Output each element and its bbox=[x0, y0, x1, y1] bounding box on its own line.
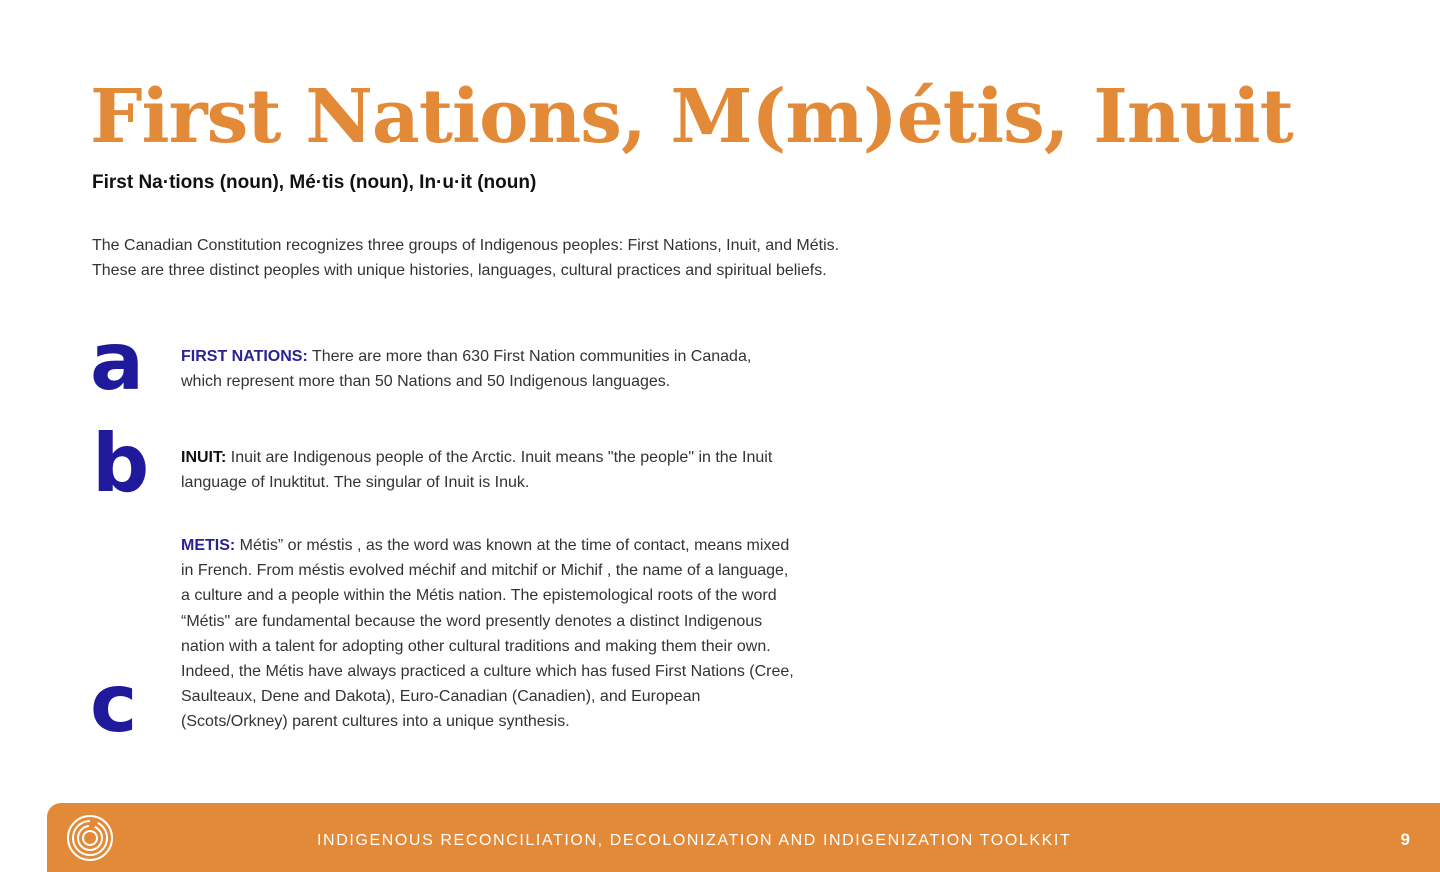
definition-line: nation with a talent for adopting other cultural traditions and making them their own. bbox=[181, 637, 771, 655]
definition-line: “Métis" are fundamental because the word presently denotes a distinct Indigenous bbox=[181, 612, 763, 630]
definition-line: (Scots/Orkney) parent cultures into a unique synthesis. bbox=[181, 713, 570, 731]
concentric-circles-icon bbox=[66, 814, 114, 862]
definition-line bbox=[181, 533, 901, 558]
inuit-definition bbox=[181, 445, 901, 495]
definition-text: There are more than 630 First Nation communities in Canada, bbox=[307, 348, 752, 365]
definition-text: Inuit are Indigenous people of the Arctic. Inuit means "the people" in the Inuit bbox=[226, 449, 773, 466]
definition-line: in French. From méstis evolved méchif and mitchif or Michif , the name of a language, bbox=[181, 562, 789, 580]
section-letter-c: c bbox=[90, 657, 138, 750]
definition-line bbox=[181, 445, 901, 470]
definition-line: a culture and a people within the Métis nation. The epistemological roots of the word bbox=[181, 587, 777, 605]
intro-paragraph bbox=[92, 233, 952, 283]
definition-line: which represent more than 50 Nations and 50 Indigenous languages. bbox=[181, 373, 671, 391]
intro-line: These are three distinct peoples with unique histories, languages, cultural practices and spiritual beliefs. bbox=[92, 262, 827, 279]
metis-definition bbox=[181, 533, 901, 735]
definition-text: Métis” or méstis , as the word was known at the time of contact, means mixed bbox=[235, 537, 790, 554]
page-title: First Nations, M(m)étis, Inuit bbox=[90, 74, 1293, 160]
pronunciation-line: First Na·tions (noun), Mé·tis (noun), In·u·it (noun) bbox=[92, 172, 537, 193]
section-letter-b: b bbox=[92, 417, 150, 510]
footer-bar bbox=[47, 803, 1440, 872]
intro-line: The Canadian Constitution recognizes three groups of Indigenous peoples: First Nations, Inuit, and Métis. bbox=[92, 237, 840, 254]
definition-line bbox=[181, 344, 901, 369]
definition-line: language of Inuktitut. The singular of Inuit is Inuk. bbox=[181, 474, 530, 492]
inuit-term: INUIT: bbox=[181, 449, 227, 466]
page-number: 9 bbox=[1400, 830, 1410, 849]
section-letter-a: a bbox=[90, 315, 144, 408]
definition-line: Indeed, the Métis have always practiced a culture which has fused First Nations (Cree, bbox=[181, 663, 794, 681]
metis-term: METIS: bbox=[181, 537, 236, 554]
first-nations-term: FIRST NATIONS: bbox=[181, 348, 308, 365]
definition-line: Saulteaux, Dene and Dakota), Euro-Canadian (Canadien), and European bbox=[181, 688, 701, 706]
first-nations-definition bbox=[181, 344, 901, 394]
footer-title: INDIGENOUS RECONCILIATION, DECOLONIZATION AND INDIGENIZATION TOOLKKIT bbox=[317, 832, 1072, 849]
